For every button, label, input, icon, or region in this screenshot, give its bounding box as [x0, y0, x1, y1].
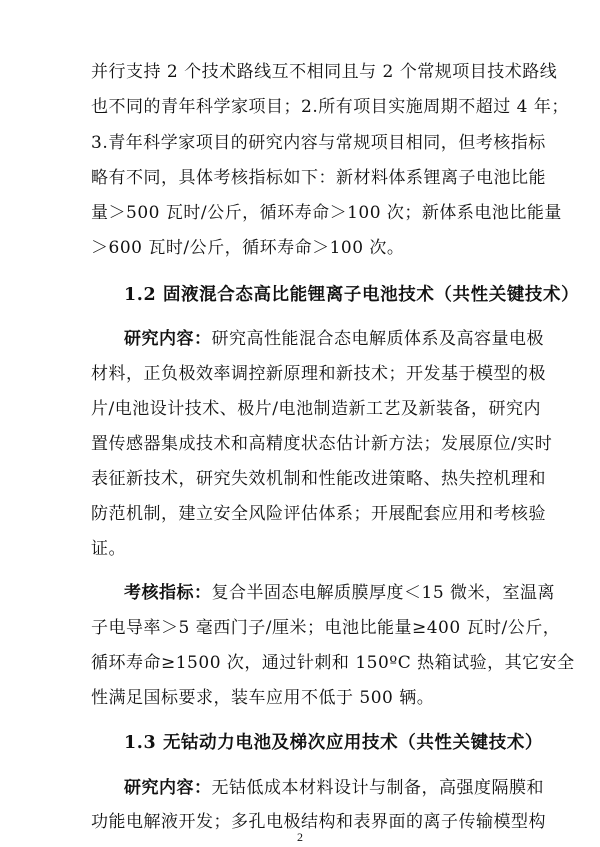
- body-text-line: 也不同的青年科学家项目；2.所有项目实施周期不超过 4 年；: [91, 97, 569, 117]
- body-text-line: 性满足国标要求，装车应用不低于 500 辆。: [91, 688, 435, 708]
- body-text-line: 循环寿命≥1500 次，通过针刺和 150ºC 热箱试验，其它安全: [91, 653, 575, 673]
- research-content-text: 研究高性能混合态电解质体系及高容量电极: [211, 329, 544, 349]
- body-text-line: 表征新技术，研究失效机制和性能改进策略、热失控机理和: [91, 469, 546, 489]
- page-number: 2: [297, 830, 303, 844]
- section-heading-1-3: 1.3 无钴动力电池及梯次应用技术（共性关键技术）: [124, 733, 544, 753]
- indicator-label: 考核指标：: [124, 583, 212, 603]
- body-text-line: 材料，正负极效率调控新原理和新技术；开发基于模型的极: [91, 364, 546, 384]
- body-text-line: 略有不同，具体考核指标如下：新材料体系锂离子电池比能: [91, 168, 546, 188]
- body-text-line: 功能电解液开发；多孔电极结构和表界面的离子传输模型构: [91, 812, 546, 832]
- body-text-line: 证。: [91, 539, 126, 559]
- indicator-line: [124, 583, 555, 603]
- indicator-text: 复合半固态电解质膜厚度＜15 微米，室温离: [211, 583, 556, 603]
- research-content-line: [124, 329, 544, 349]
- body-text-line: ＞600 瓦时/公斤，循环寿命＞100 次。: [91, 238, 405, 258]
- body-text-line: 防范机制，建立安全风险评估体系；开展配套应用和考核验: [91, 504, 546, 524]
- research-content-label: 研究内容：: [124, 329, 212, 349]
- research-content-text: 无钴低成本材料设计与制备，高强度隔膜和: [211, 778, 544, 798]
- body-text-line: 置传感器集成技术和高精度状态估计新方法；发展原位/实时: [91, 434, 553, 454]
- research-content-line-1-3: [124, 778, 544, 798]
- research-content-label: 研究内容：: [124, 778, 212, 798]
- body-text-line: 3.青年科学家项目的研究内容与常规项目相同，但考核指标: [91, 133, 546, 153]
- body-text-line: 子电导率＞5 毫西门子/厘米；电池比能量≥400 瓦时/公斤，: [91, 618, 561, 638]
- body-text-line: 片/电池设计技术、极片/电池制造新工艺及新装备，研究内: [91, 399, 541, 419]
- body-text-line: 量＞500 瓦时/公斤，循环寿命＞100 次；新体系电池比能量: [91, 203, 562, 223]
- body-text-line: 并行支持 2 个技术路线互不相同且与 2 个常规项目技术路线: [91, 62, 558, 82]
- section-heading-1-2: 1.2 固液混合态高比能锂离子电池技术（共性关键技术）: [124, 285, 580, 305]
